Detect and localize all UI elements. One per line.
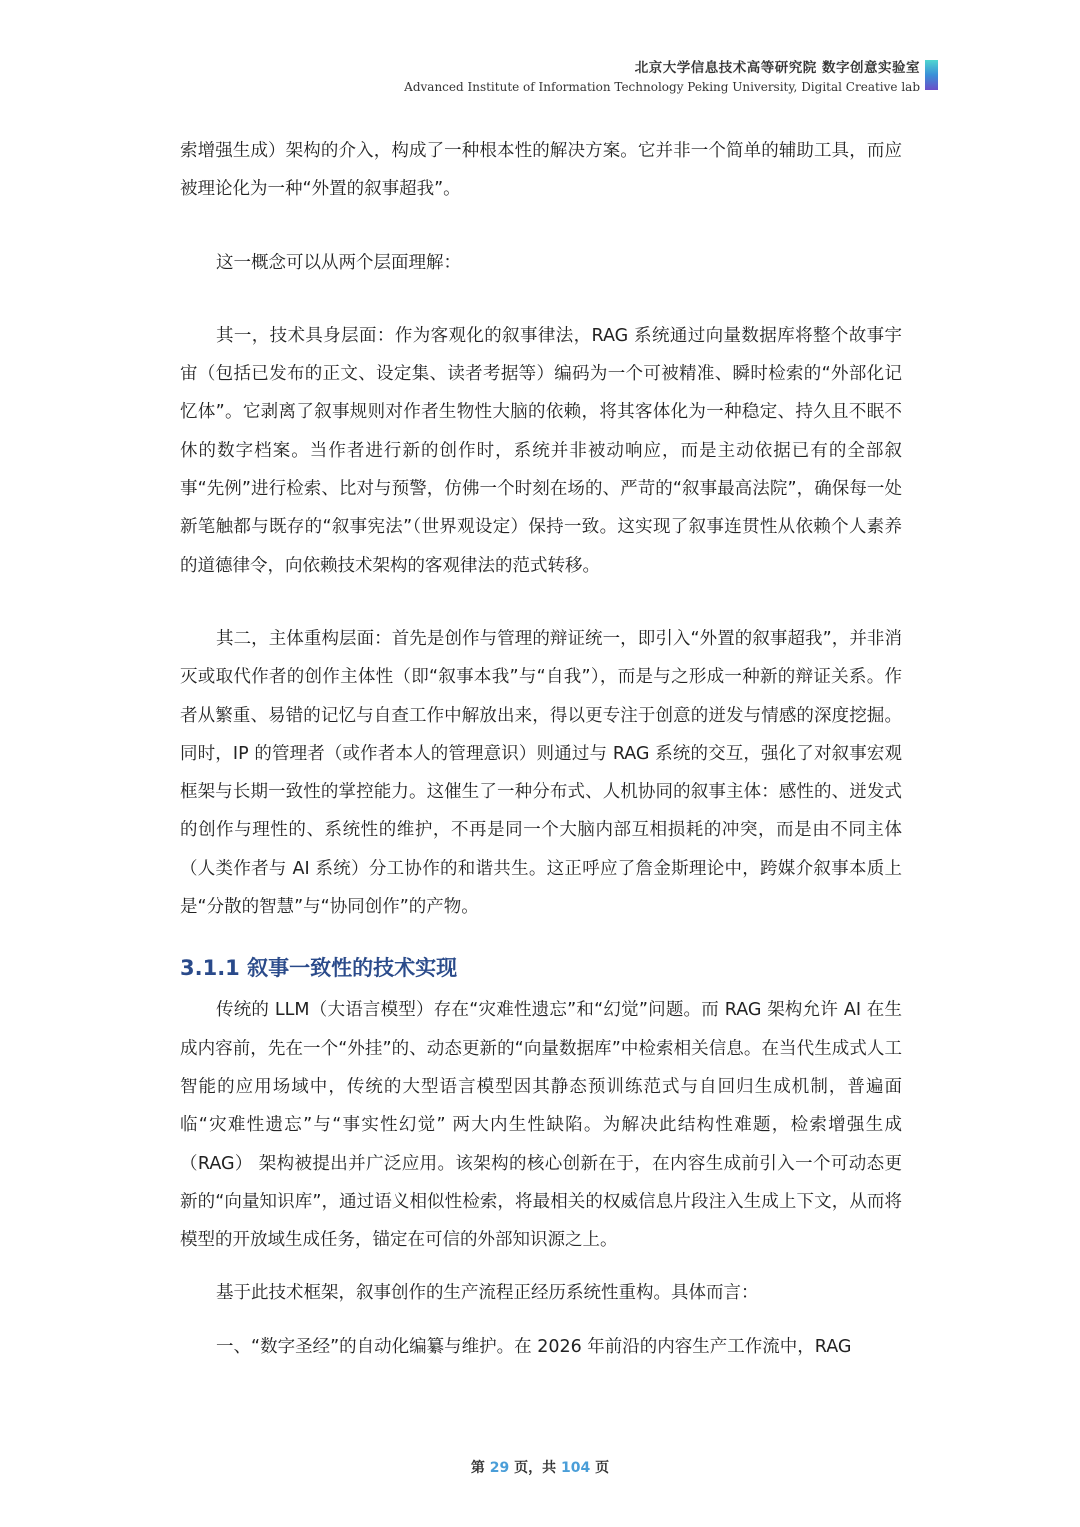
current-page-number: 29 (489, 1460, 510, 1476)
page-header (404, 58, 920, 96)
institution-name-cn: 北京大学信息技术高等研究院 数字创意实验室 (634, 60, 920, 76)
paragraph-technical-implementation: 传统的 LLM（大语言模型）存在“灾难性遗忘”和“幻觉”问题。而 RAG 架构允许 AI 在生成内容前，先在一个“外挂”的、动态更新的“向量数据库”中检索相关信息。在当代生成式人工智能的应用场域中，传统的大型语言模型因其静态预训练范式与自回归生成机制，普遍面临“灾难性遗忘”与“事实性幻觉” 两大内生性缺陷。为解决此结构性难题，检索增强生成（RAG） 架构被提出并广泛应用。该架构的核心创新在于，在内容生成前引入一个可动态更新的“向量知识库”，通过语义相似性检索，将最相关的权威信息片段注入生成上下文，从而将模型的开放域生成任务，锚定在可信的外部知识源之上。 (180, 1000, 902, 1251)
section-title: 3.1.1 叙事一致性的技术实现 (180, 956, 458, 981)
paragraph-technical-embodiment: 其一，技术具身层面：作为客观化的叙事律法，RAG 系统通过向量数据库将整个故事宇宙（包括已发布的正文、设定集、读者考据等）编码为一个可被精准、瞬时检索的“外部化记忆体”。它剥离了叙事规则对作者生物性大脑的依赖，将其客体化为一种稳定、持久且不眠不休的数字档案。当作者进行新的创作时，系统并非被动响应，而是主动依据已有的全部叙事“先例”进行检索、比对与预警，仿佛一个时刻在场的、严苛的“叙事最高法院”，确保每一处新笔触都与既存的“叙事宪法”（世界观设定）保持一致。这实现了叙事连贯性从依赖个人素养的道德律令，向依赖技术架构的客观律法的范式转移。 (180, 325, 902, 576)
paragraph-continuation: 索增强生成）架构的介入，构成了一种根本性的解决方案。它并非一个简单的辅助工具，而应被理论化为一种“外置的叙事超我”。 (180, 141, 902, 200)
header-accent-bar (925, 60, 938, 90)
document-body (180, 132, 902, 1366)
paragraph-digital-bible: 一、“数字圣经”的自动化编纂与维护。在 2026 年前沿的内容生产工作流中，RAG (216, 1336, 852, 1357)
paragraph-subject-reconstruction: 其二，主体重构层面：首先是创作与管理的辩证统一，即引入“外置的叙事超我”，并非消灭或取代作者的创作主体性（即“叙事本我”与“自我”），而是与之形成一种新的辩证关系。作者从繁重、易错的记忆与自查工作中解放出来，得以更专注于创意的迸发与情感的深度挖掘。同时，IP 的管理者（或作者本人的管理意识）则通过与 RAG 系统的交互，强化了对叙事宏观框架与长期一致性的掌控能力。这催生了一种分布式、人机协同的叙事主体：感性的、迸发式的创作与理性的、系统性的维护，不再是同一个大脑内部互相损耗的冲突，而是由不同主体（人类作者与 AI 系统）分工协作的和谐共生。这正呼应了詹金斯理论中，跨媒介叙事本质上是“分散的智慧”与“协同创作”的产物。 (180, 628, 902, 918)
paragraph-framework: 基于此技术框架，叙事创作的生产流程正经历系统性重构。具体而言： (216, 1283, 759, 1304)
paragraph-intro: 这一概念可以从两个层面理解： (216, 252, 461, 273)
total-page-number: 104 (561, 1460, 591, 1476)
institution-name-en: Advanced Institute of Information Technology Peking University, Digital Creative lab (404, 80, 920, 94)
page-footer: 第 29 页，共 104 页 (470, 1460, 610, 1476)
